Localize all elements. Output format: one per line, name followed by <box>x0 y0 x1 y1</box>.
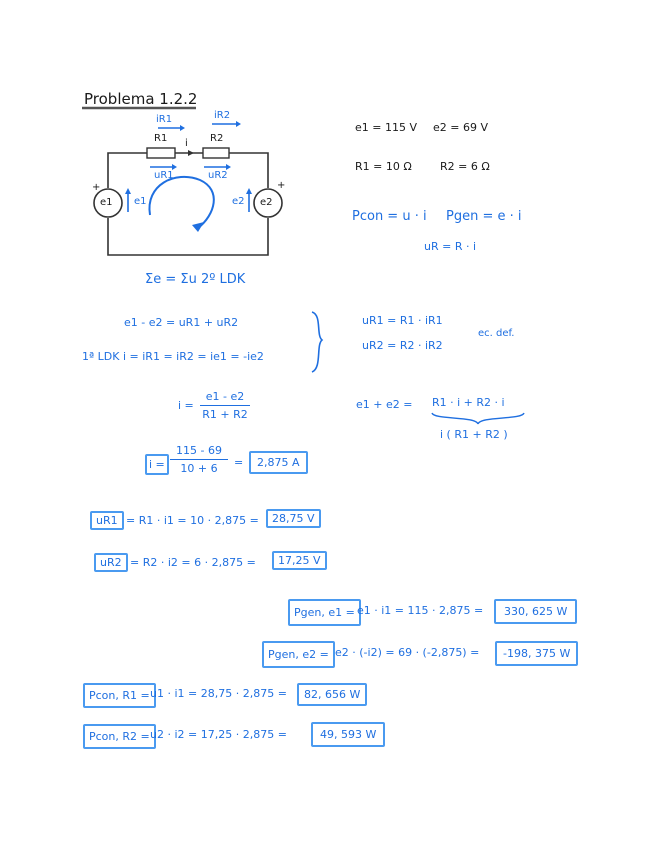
label-r1: R1 <box>154 133 168 144</box>
label-ir1-top: iR1 <box>156 114 173 125</box>
wire-top-right <box>229 153 268 188</box>
eq-def-ur1: uR1 = R1 · iR1 <box>362 314 443 327</box>
given-r2: R2 = 6 Ω <box>440 160 490 173</box>
eq-sum-rhs: R1 · i + R2 · i <box>432 396 505 409</box>
label-ur1: uR1 <box>154 170 174 181</box>
i-value-eq: = <box>234 456 244 469</box>
ur1-value: 28,75 V <box>266 509 321 528</box>
resistor-r1 <box>147 148 175 158</box>
given-e1: e1 = 115 V <box>355 121 417 134</box>
eq-kvl: e1 - e2 = uR1 + uR2 <box>124 316 239 329</box>
def-pcon: Pcon = u · i <box>352 209 427 224</box>
eq-sum-factored: i ( R1 + R2 ) <box>440 428 508 441</box>
def-pgen: Pgen = e · i <box>446 209 522 224</box>
pcon1-label-box: Pcon, R1 = <box>83 683 156 708</box>
pgen1-value: 330, 625 W <box>494 599 577 624</box>
loop-arrow-icon <box>149 177 213 228</box>
pcon2-expr: u2 · i2 = 17,25 · 2,875 = <box>150 728 287 741</box>
i-value-fraction <box>170 444 228 475</box>
plus-right: + <box>277 180 286 191</box>
wire-top-left <box>108 153 147 188</box>
ur1-label-box: uR1 <box>90 511 124 530</box>
brace-ecdef <box>312 312 322 372</box>
i-formula-den: R1 + R2 <box>202 408 248 421</box>
i-result: 2,875 A <box>249 451 308 474</box>
ur2-value: 17,25 V <box>272 551 327 570</box>
label-e1-arrow: e1 <box>134 196 147 207</box>
given-e2: e2 = 69 V <box>433 121 488 134</box>
eq-sum-lhs: e1 + e2 = <box>356 398 413 411</box>
pcon1-expr: u1 · i1 = 28,75 · 2,875 = <box>150 687 287 700</box>
label-ir2-top: iR2 <box>214 110 231 121</box>
pgen1-expr: e1 · i1 = 115 · 2,875 = <box>357 604 484 617</box>
ecdef-label: ec. def. <box>478 328 515 339</box>
plus-left: + <box>92 182 101 193</box>
eq-def-ur2: uR2 = R2 · iR2 <box>362 339 443 352</box>
ur1-expr: = R1 · i1 = 10 · 2,875 = <box>126 514 259 527</box>
current-arrow-icon <box>188 150 194 156</box>
label-e2-arrow: e2 <box>232 196 245 207</box>
page-title: Problema 1.2.2 <box>84 90 198 108</box>
i-value-num: 115 - 69 <box>176 444 222 457</box>
given-r1: R1 = 10 Ω <box>355 160 412 173</box>
label-ur2: uR2 <box>208 170 228 181</box>
kvl-header: Σe = Σu 2º LDK <box>145 272 246 287</box>
underbrace-sum <box>432 413 524 424</box>
pcon2-value: 49, 593 W <box>311 722 385 747</box>
i-value-den: 10 + 6 <box>180 462 218 475</box>
pcon1-value: 82, 656 W <box>297 683 367 706</box>
eq-kcl: 1ª LDK i = iR1 = iR2 = ie1 = -ie2 <box>82 350 264 363</box>
pgen2-label-box: Pgen, e2 = <box>262 641 335 668</box>
pgen2-expr: e2 · (-i2) = 69 · (-2,875) = <box>335 646 480 659</box>
resistor-r2 <box>203 148 229 158</box>
pgen1-label-box: Pgen, e1 = <box>288 599 361 626</box>
pgen2-value: -198, 375 W <box>495 641 578 666</box>
ur2-expr: = R2 · i2 = 6 · 2,875 = <box>130 556 256 569</box>
i-formula-fraction <box>200 390 250 421</box>
ur2-label-box: uR2 <box>94 553 128 572</box>
i-formula-prefix: i = <box>178 399 194 412</box>
wire-bottom <box>108 218 268 255</box>
i-formula-num: e1 - e2 <box>205 390 245 403</box>
label-e1-source: e1 <box>100 197 113 208</box>
pcon2-label-box: Pcon, R2 = <box>83 724 156 749</box>
label-e2-source: e2 <box>260 197 273 208</box>
label-r2: R2 <box>210 133 224 144</box>
def-ur: uR = R · i <box>424 240 477 253</box>
i-value-prefix: i = <box>145 454 169 475</box>
label-i: i <box>185 138 188 149</box>
